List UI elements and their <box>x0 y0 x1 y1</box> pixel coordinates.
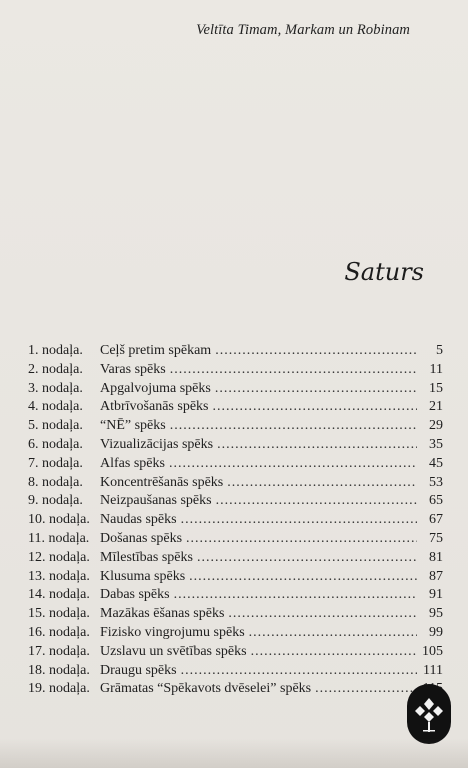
table-of-contents <box>28 343 443 700</box>
page-number: 65 <box>429 493 443 509</box>
chapter-number: 5. nodaļa. <box>28 418 83 434</box>
dot-leader <box>174 587 417 603</box>
dot-leader <box>249 625 417 641</box>
chapter-number: 17. nodaļa. <box>28 643 90 659</box>
chapter-title: Ceļš pretim spēkam <box>100 343 212 358</box>
dot-leader <box>215 343 417 359</box>
chapter-title: Mīlestības spēks <box>100 549 193 565</box>
chapter-title: Dabas spēks <box>100 587 170 603</box>
page-number: 81 <box>429 549 443 565</box>
chapter-number: 3. nodaļa. <box>28 380 83 396</box>
chapter-title: Naudas spēks <box>100 512 177 528</box>
chapter-title: Grāmatas “Spēkavots dvēselei” spēks <box>100 681 312 697</box>
dot-leader <box>315 681 417 697</box>
toc-row <box>28 644 443 663</box>
dot-leader <box>251 644 417 660</box>
dot-leader <box>213 399 418 415</box>
chapter-title: Atbrīvošanās spēks <box>100 399 209 415</box>
page-number: 87 <box>429 568 443 584</box>
toc-row <box>28 587 443 606</box>
toc-row <box>28 681 443 700</box>
dot-leader <box>228 606 417 622</box>
toc-row <box>28 569 443 588</box>
chapter-number: 8. nodaļa. <box>28 474 83 490</box>
page-number: 11 <box>429 361 443 377</box>
dot-leader <box>169 456 417 472</box>
publisher-logo-icon <box>407 684 451 744</box>
chapter-title: Uzslavu un svētības spēks <box>100 643 247 659</box>
page-number: 45 <box>429 455 443 471</box>
page-number: 67 <box>429 512 443 528</box>
chapter-number: 7. nodaļa. <box>28 455 83 471</box>
page-number: 35 <box>429 436 443 452</box>
dot-leader <box>216 493 417 509</box>
chapter-number: 15. nodaļa. <box>28 606 90 622</box>
dot-leader <box>181 512 417 528</box>
page-title: Saturs <box>344 258 424 286</box>
chapter-title: Mazākas ēšanas spēks <box>100 606 225 622</box>
chapter-number: 9. nodaļa. <box>28 493 83 509</box>
chapter-number: 19. nodaļa. <box>28 681 90 697</box>
chapter-number: 16. nodaļa. <box>28 624 90 640</box>
chapter-number: 1. nodaļa. <box>28 343 83 358</box>
chapter-title: Vizualizācijas spēks <box>100 436 214 452</box>
chapter-title: “NĒ” spēks <box>100 418 166 434</box>
page-number: 95 <box>429 606 443 622</box>
toc-row <box>28 531 443 550</box>
chapter-number: 14. nodaļa. <box>28 587 90 603</box>
logo-mark-icon <box>407 684 451 744</box>
dot-leader <box>170 362 417 378</box>
page-number: 5 <box>436 343 443 358</box>
toc-row <box>28 550 443 569</box>
chapter-title: Neizpaušanas spēks <box>100 493 212 509</box>
chapter-number: 6. nodaļa. <box>28 436 83 452</box>
dot-leader <box>215 381 417 397</box>
page-shadow <box>0 738 468 768</box>
chapter-title: Alfas spēks <box>100 455 165 471</box>
dot-leader <box>181 663 417 679</box>
dot-leader <box>227 475 417 491</box>
chapter-number: 4. nodaļa. <box>28 399 83 415</box>
chapter-title: Došanas spēks <box>100 530 183 546</box>
chapter-title: Apgalvojuma spēks <box>100 380 211 396</box>
dot-leader <box>186 531 417 547</box>
chapter-title: Fizisko vingrojumu spēks <box>100 624 245 640</box>
chapter-title: Klusuma spēks <box>100 568 186 584</box>
chapter-number: 13. nodaļa. <box>28 568 90 584</box>
chapter-title: Draugu spēks <box>100 662 177 678</box>
toc-row <box>28 663 443 682</box>
chapter-number: 12. nodaļa. <box>28 549 90 565</box>
chapter-number: 10. nodaļa. <box>28 512 90 528</box>
toc-row <box>28 475 443 494</box>
page-number: 91 <box>429 587 443 603</box>
page-number: 99 <box>429 624 443 640</box>
page-number: 75 <box>429 530 443 546</box>
page-number: 53 <box>429 474 443 490</box>
page-number: 105 <box>422 643 443 659</box>
page-number: 15 <box>429 380 443 396</box>
chapter-number: 2. nodaļa. <box>28 361 83 377</box>
toc-row <box>28 625 443 644</box>
toc-row <box>28 418 443 437</box>
page-number: 29 <box>429 418 443 434</box>
dot-leader <box>217 437 417 453</box>
dot-leader <box>170 418 417 434</box>
dedication-line: Veltīta Timam, Markam un Robinam <box>196 22 410 38</box>
toc-row <box>28 343 443 362</box>
page-number: 21 <box>429 399 443 415</box>
toc-row <box>28 381 443 400</box>
chapter-number: 11. nodaļa. <box>28 530 90 546</box>
page-number: 111 <box>423 662 443 678</box>
chapter-number: 18. nodaļa. <box>28 662 90 678</box>
toc-row <box>28 362 443 381</box>
toc-row <box>28 399 443 418</box>
chapter-title: Varas spēks <box>100 361 166 377</box>
toc-row <box>28 512 443 531</box>
toc-row <box>28 456 443 475</box>
toc-row <box>28 606 443 625</box>
toc-row <box>28 437 443 456</box>
chapter-title: Koncentrēšanās spēks <box>100 474 224 490</box>
dot-leader <box>197 550 417 566</box>
dot-leader <box>189 569 417 585</box>
toc-row <box>28 493 443 512</box>
